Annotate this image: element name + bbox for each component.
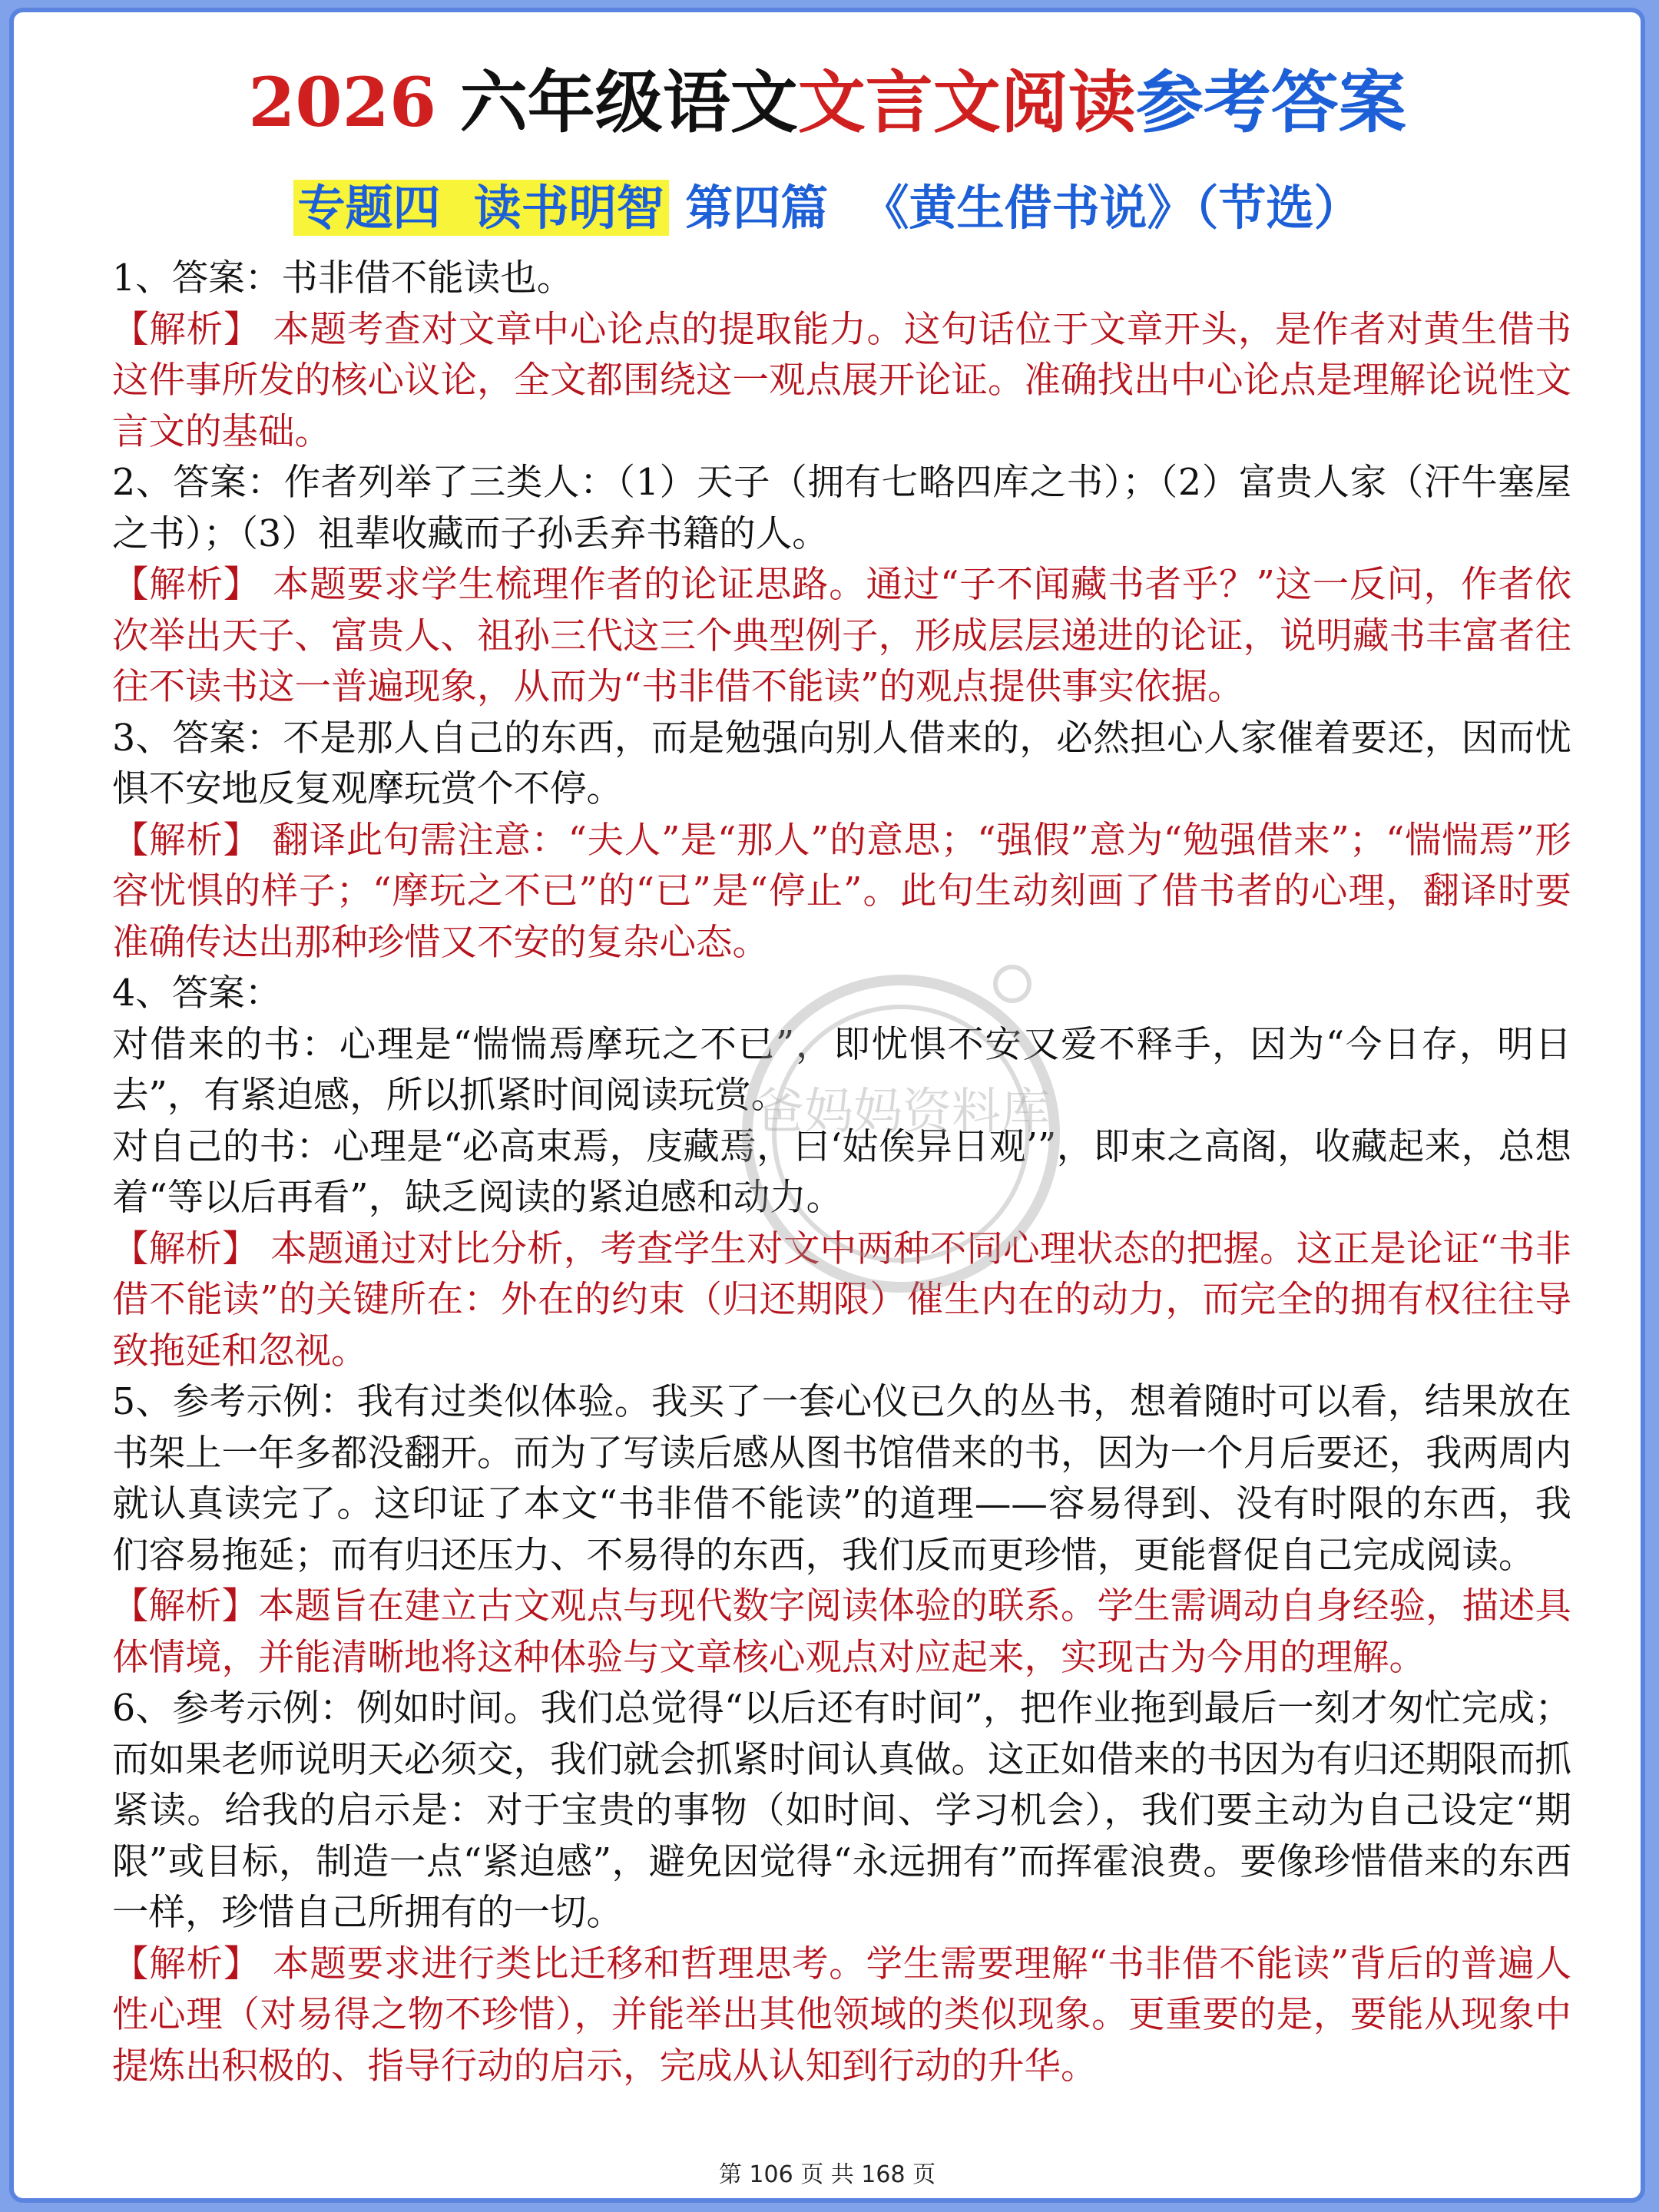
analysis-text: 本题旨在建立古文观点与现代数字阅读体验的联系。学生需调动自身经验，描述具体情境，并能清晰地将这种体验与文章核心观点对应起来，实现古为今用的理解。 bbox=[112, 1585, 1571, 1679]
page-title bbox=[14, 60, 1641, 144]
answer-1 bbox=[112, 253, 1571, 305]
subtitle-highlight: 专题四 读书明智 bbox=[293, 180, 669, 236]
analysis-text: 本题要求学生梳理作者的论证思路。通过“子不闻藏书者乎？”这一反问，作者依次举出天子、富贵人、祖孙三代这三个典型例子，形成层层递进的论证，说明藏书丰富者往往不读书这一普遍现象，从而为“书非借不能读”的观点提供事实依据。 bbox=[112, 564, 1571, 708]
answer-4-borrowed bbox=[112, 1020, 1571, 1122]
answer-3 bbox=[112, 714, 1571, 816]
analysis-label: 【解析】 bbox=[112, 564, 261, 606]
answer-text: 1、答案：书非借不能读也。 bbox=[112, 257, 574, 300]
answer-2 bbox=[112, 458, 1571, 560]
analysis-label: 【解析】 bbox=[112, 1227, 259, 1270]
analysis-1 bbox=[112, 305, 1571, 459]
analysis-3 bbox=[112, 816, 1571, 969]
answer-6 bbox=[112, 1684, 1571, 1939]
analysis-label: 【解析】 bbox=[112, 819, 260, 862]
title-topic: 文言文阅读 bbox=[797, 62, 1136, 142]
subtitle-text: 第四篇 《黄生借书说》（节选） bbox=[685, 180, 1362, 236]
page-subtitle bbox=[14, 170, 1641, 247]
analysis-text: 翻译此句需注意：“夫人”是“那人”的意思；“强假”意为“勉强借来”；“惴惴焉”形容忧惧的样子；“摩玩之不已”的“已”是“停止”。此句生动刻画了借书者的心理，翻译时要准确传达出那种珍惜又不安的复杂心态。 bbox=[112, 819, 1571, 964]
answer-text: 2、答案：作者列举了三类人：（1）天子（拥有七略四库之书）；（2）富贵人家（汗牛塞屋之书）；（3）祖辈收藏而子孙丢弃书籍的人。 bbox=[112, 462, 1571, 555]
analysis-text: 本题通过对比分析，考查学生对文中两种不同心理状态的把握。这正是论证“书非借不能读”的关键所在：外在的约束（归还期限）催生内在的动力，而完全的拥有权往往导致拖延和忽视。 bbox=[112, 1227, 1572, 1373]
answer-content bbox=[112, 253, 1571, 2092]
analysis-label: 【解析】 bbox=[112, 1942, 261, 1985]
answer-text: 3、答案：不是那人自己的东西，而是勉强向别人借来的，必然担心人家催着要还，因而忧惧不安地反复观摩玩赏个不停。 bbox=[112, 717, 1571, 810]
analysis-2 bbox=[112, 560, 1571, 714]
answer-text: 6、参考示例：例如时间。我们总觉得“以后还有时间”，把作业拖到最后一刻才匆忙完成；而如果老师说明天必须交，我们就会抓紧时间认真做。这正如借来的书因为有归还期限而抓紧读。给我的启示是：对于宝贵的事物（如时间、学习机会），我们要主动为自己设定“期限”或目标，制造一点“紧迫感”，避免因觉得“永远拥有”而挥霍浪费。要像珍惜借来的东西一样，珍惜自己所拥有的一切。 bbox=[112, 1687, 1571, 1934]
answer-4-own bbox=[112, 1122, 1571, 1224]
answer-text: 对自己的书：心理是“必高束焉，庋藏焉，曰‘姑俟异日观’”，即束之高阁，收藏起来，总想着“等以后再看”，缺乏阅读的紧迫感和动力。 bbox=[112, 1125, 1571, 1219]
analysis-6 bbox=[112, 1939, 1571, 2093]
answer-4 bbox=[112, 969, 1571, 1020]
answer-text: 4、答案： bbox=[112, 972, 282, 1015]
title-answers: 参考答案 bbox=[1135, 62, 1406, 142]
document-page bbox=[9, 8, 1645, 2203]
title-grade: 六年级语文 bbox=[459, 62, 798, 142]
analysis-label: 【解析】 bbox=[112, 1585, 258, 1628]
answer-5 bbox=[112, 1377, 1571, 1581]
analysis-text: 本题要求进行类比迁移和哲理思考。学生需要理解“书非借不能读”背后的普遍人性心理（对易得之物不珍惜），并能举出其他领域的类似现象。更重要的是，要能从现象中提炼出积极的、指导行动的启示，完成从认知到行动的升华。 bbox=[112, 1942, 1571, 2088]
answer-text: 对借来的书：心理是“惴惴焉摩玩之不已”，即忧惧不安又爱不释手，因为“今日存，明日去”，有紧迫感，所以抓紧时间阅读玩赏。 bbox=[112, 1023, 1571, 1117]
answer-text: 5、参考示例：我有过类似体验。我买了一套心仪已久的丛书，想着随时可以看，结果放在书架上一年多都没翻开。而为了写读后感从图书馆借来的书，因为一个月后要还，我两周内就认真读完了。这印证了本文“书非借不能读”的道理——容易得到、没有时限的东西，我们容易拖延；而有归还压力、不易得的东西，我们反而更珍惜，更能督促自己完成阅读。 bbox=[112, 1381, 1571, 1577]
watermark-text: 爸妈妈资料库 bbox=[755, 1084, 1050, 1141]
page-number: 第 106 页 共 168 页 bbox=[718, 2161, 936, 2188]
analysis-5 bbox=[112, 1581, 1571, 1684]
title-year: 2026 bbox=[248, 62, 460, 142]
analysis-label: 【解析】 bbox=[112, 308, 261, 351]
analysis-text: 本题考查对文章中心论点的提取能力。这句话位于文章开头，是作者对黄生借书这件事所发的核心议论，全文都围绕这一观点展开论证。准确找出中心论点是理解论说性文言文的基础。 bbox=[112, 308, 1571, 453]
analysis-4 bbox=[112, 1224, 1571, 1378]
